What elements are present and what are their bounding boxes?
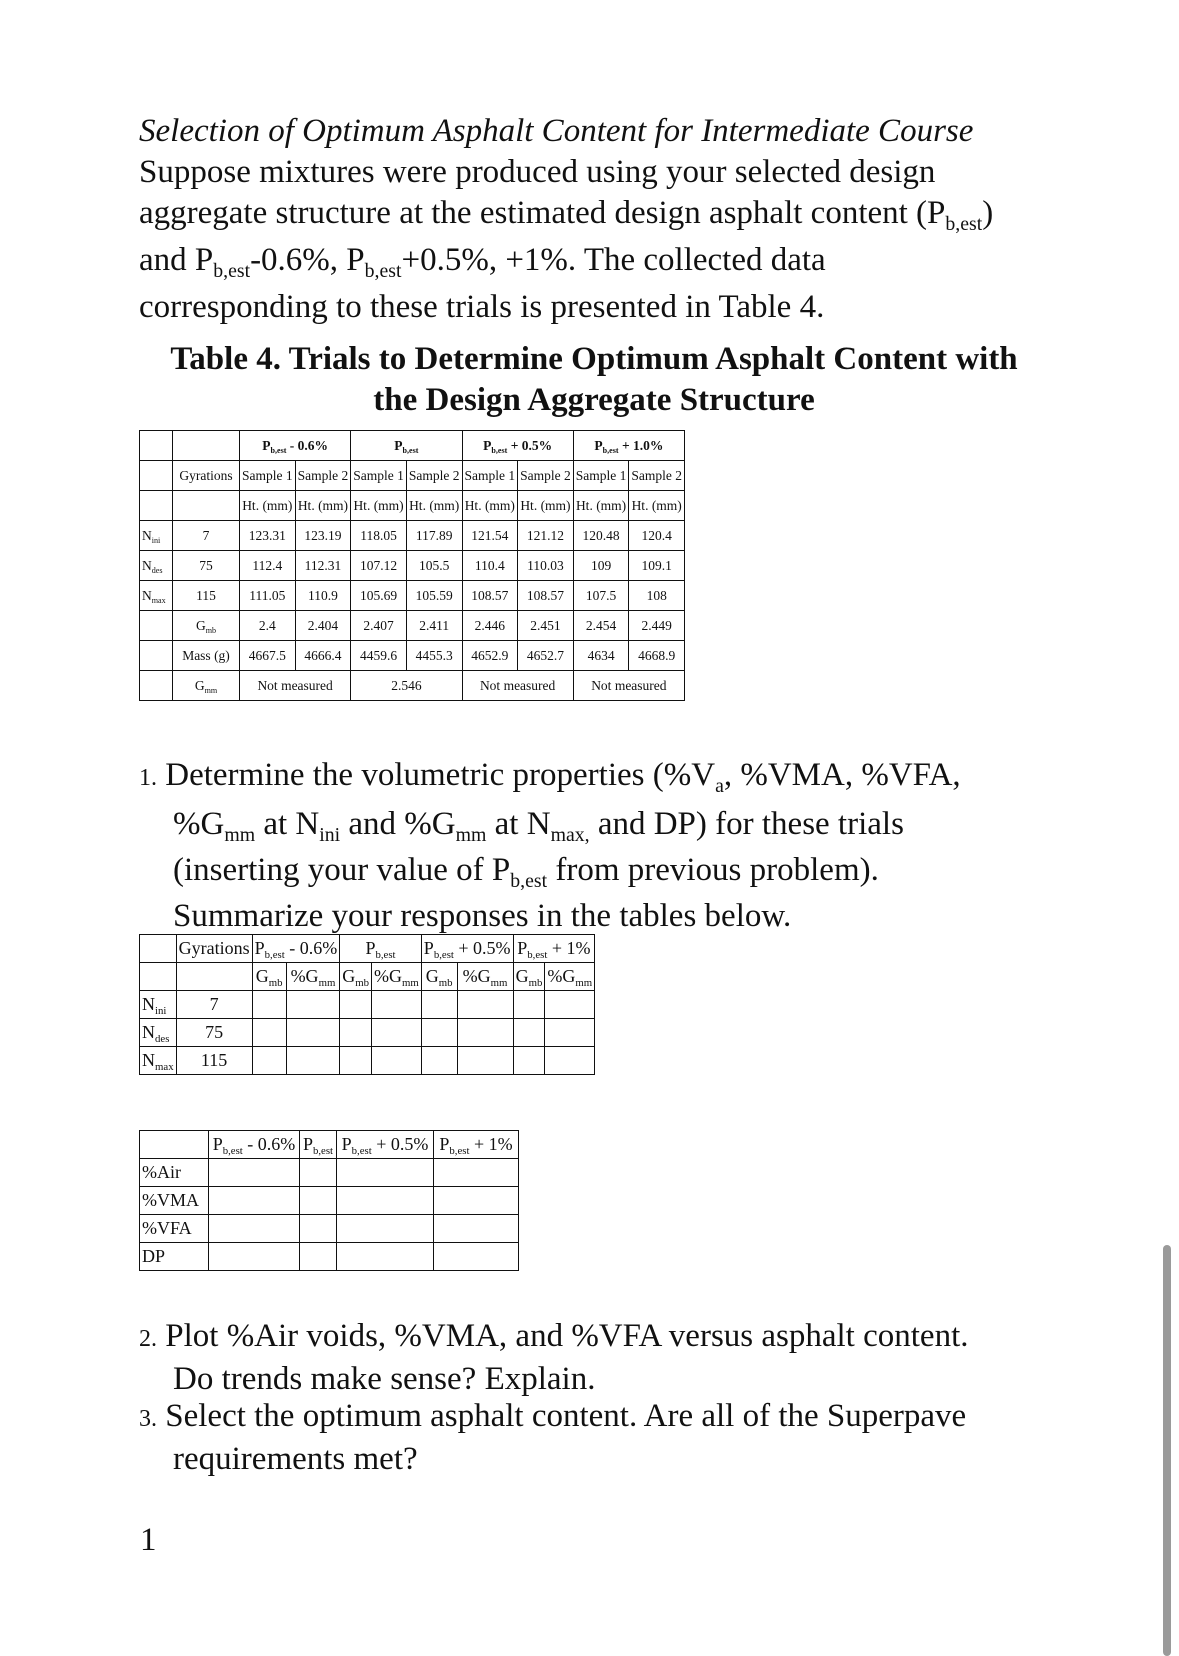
table4-row-nini: $N_{ini}$ 7 123.31 123.19 118.05 117.89 121.54 121.12 120.48 120.4 xyxy=(140,521,685,551)
table4-row-gmb: $G_{mb}$ 2.4 2.404 2.407 2.411 2.446 2.451 2.454 2.449 xyxy=(140,611,685,641)
blank-cell[interactable] xyxy=(252,991,286,1019)
volumetric-summary-table xyxy=(139,1130,519,1271)
blank-cell[interactable] xyxy=(340,1019,372,1047)
table4-samples-row: Gyrations Sample 1 Sample 2 Sample 1 Sample 2 Sample 1 Sample 2 Sample 1 Sample 2 xyxy=(140,461,685,491)
intro-line-3: and $P_{b,est}-0.6\%$, $P_{b,est}+0.5\%$, +1%. The collected data xyxy=(139,242,826,282)
table4-group-4: $P_{b,est} + 1.0\%$ xyxy=(573,431,684,461)
blank-cell[interactable] xyxy=(457,1019,513,1047)
question-3: 3. Select the optimum asphalt content. Are all of the Superpave requirements met? xyxy=(139,1398,967,1477)
gmb-table-header: Gyrations $P_{b,est} - 0.6\%$ $P_{b,est}$ $P_{b,est} + 0.5\%$ $P_{b,est} + 1\%$ xyxy=(140,935,595,963)
blank-cell[interactable] xyxy=(545,1019,595,1047)
blank-cell[interactable] xyxy=(300,1159,337,1187)
blank-cell[interactable] xyxy=(209,1215,300,1243)
blank-cell[interactable] xyxy=(252,1047,286,1075)
table4-height-row: Ht. (mm) Ht. (mm) Ht. (mm) Ht. (mm) Ht. (mm) Ht. (mm) Ht. (mm) Ht. (mm) xyxy=(140,491,685,521)
intro-paragraph xyxy=(139,152,1069,328)
blank-cell[interactable] xyxy=(300,1187,337,1215)
page-number: 1 xyxy=(140,1522,157,1558)
blank-cell[interactable] xyxy=(337,1159,434,1187)
table4-header-row xyxy=(140,431,685,461)
blank-cell[interactable] xyxy=(421,1047,457,1075)
blank-cell[interactable] xyxy=(300,1243,337,1271)
blank-cell[interactable] xyxy=(545,991,595,1019)
section-title: Selection of Optimum Asphalt Content for Intermediate Course xyxy=(139,113,974,149)
vol-table-header: $P_{b,est} - 0.6\%$ $P_{b,est}$ $P_{b,est} + 0.5\%$ $P_{b,est} + 1\%$ xyxy=(140,1131,519,1159)
question-2: 2. Plot %Air voids, %VMA, and %VFA versus asphalt content. Do trends make sense? Explain. xyxy=(139,1318,969,1397)
blank-cell[interactable] xyxy=(300,1215,337,1243)
table4-row-mass: Mass (g) 4667.5 4666.4 4459.6 4455.3 4652.9 4652.7 4634 4668.9 xyxy=(140,641,685,671)
blank-cell[interactable] xyxy=(372,1019,422,1047)
blank-cell[interactable] xyxy=(421,1019,457,1047)
gmb-summary-table xyxy=(139,934,595,1075)
blank-cell[interactable] xyxy=(340,991,372,1019)
blank-cell[interactable] xyxy=(434,1243,519,1271)
blank-cell[interactable] xyxy=(421,991,457,1019)
blank-cell[interactable] xyxy=(513,1047,545,1075)
blank-cell[interactable] xyxy=(209,1187,300,1215)
scrollbar[interactable] xyxy=(1163,1245,1171,1656)
table4-row-nmax: $N_{max}$ 115 111.05 110.9 105.69 105.59 108.57 108.57 107.5 108 xyxy=(140,581,685,611)
intro-line-1: Suppose mixtures were produced using your selected design xyxy=(139,154,936,190)
blank-cell[interactable] xyxy=(209,1159,300,1187)
blank-cell[interactable] xyxy=(372,1047,422,1075)
blank-cell[interactable] xyxy=(545,1047,595,1075)
blank-cell[interactable] xyxy=(457,991,513,1019)
table4-group-3: $P_{b,est} + 0.5\%$ xyxy=(462,431,573,461)
table4-group-1: $P_{b,est} - 0.6\%$ xyxy=(240,431,351,461)
blank-cell[interactable] xyxy=(252,1019,286,1047)
blank-cell[interactable] xyxy=(434,1187,519,1215)
table4-row-gmm: $G_{mm}$ Not measured 2.546 Not measured Not measured xyxy=(140,671,685,701)
vol-row-vma: %VMA xyxy=(140,1187,519,1215)
table4-trials xyxy=(139,430,685,701)
blank-cell[interactable] xyxy=(337,1215,434,1243)
gmb-table-row-ndes: $N_{des}$ 75 xyxy=(140,1019,595,1047)
table4-row-ndes: $N_{des}$ 75 112.4 112.31 107.12 105.5 110.4 110.03 109 109.1 xyxy=(140,551,685,581)
blank-cell[interactable] xyxy=(434,1215,519,1243)
blank-cell[interactable] xyxy=(286,1047,339,1075)
blank-cell[interactable] xyxy=(337,1243,434,1271)
table4-group-2: $P_{b,est}$ xyxy=(351,431,462,461)
blank-cell[interactable] xyxy=(340,1047,372,1075)
gmb-table-row-nmax: $N_{max}$ 115 xyxy=(140,1047,595,1075)
blank-cell[interactable] xyxy=(337,1187,434,1215)
vol-row-air: %Air xyxy=(140,1159,519,1187)
gmb-table-row-nini: $N_{ini}$ 7 xyxy=(140,991,595,1019)
blank-cell[interactable] xyxy=(434,1159,519,1187)
vol-row-dp: DP xyxy=(140,1243,519,1271)
blank-cell[interactable] xyxy=(209,1243,300,1271)
question-1: 1. Determine the volumetric properties ($\%V_a$, %VMA, %VFA, $\%G_{mm}$ at $N_{ini}$ and $\%G_{mm}$ at $N_{max,}$ and DP) for these trials (inserting your value of $P_{b,est}$ from previous problem). Summarize your responses in the tables below. xyxy=(139,757,961,934)
blank-cell[interactable] xyxy=(513,991,545,1019)
table4-caption: Table 4. Trials to Determine Optimum Asphalt Content with the Design Aggregate Structure xyxy=(170,341,1018,418)
intro-line-4: corresponding to these trials is presented in Table 4. xyxy=(139,289,825,325)
blank-cell[interactable] xyxy=(286,991,339,1019)
gmb-table-subheader: $G_{mb}$ $\%G_{mm}$ $G_{mb}$ $\%G_{mm}$ $G_{mb}$ $\%G_{mm}$ $G_{mb}$ $\%G_{mm}$ xyxy=(140,963,595,991)
intro-line-2: aggregate structure at the estimated design asphalt content $(P_{b,est})$ xyxy=(139,195,994,235)
blank-cell[interactable] xyxy=(513,1019,545,1047)
blank-cell[interactable] xyxy=(372,991,422,1019)
blank-cell[interactable] xyxy=(457,1047,513,1075)
blank-cell[interactable] xyxy=(286,1019,339,1047)
vol-row-vfa: %VFA xyxy=(140,1215,519,1243)
